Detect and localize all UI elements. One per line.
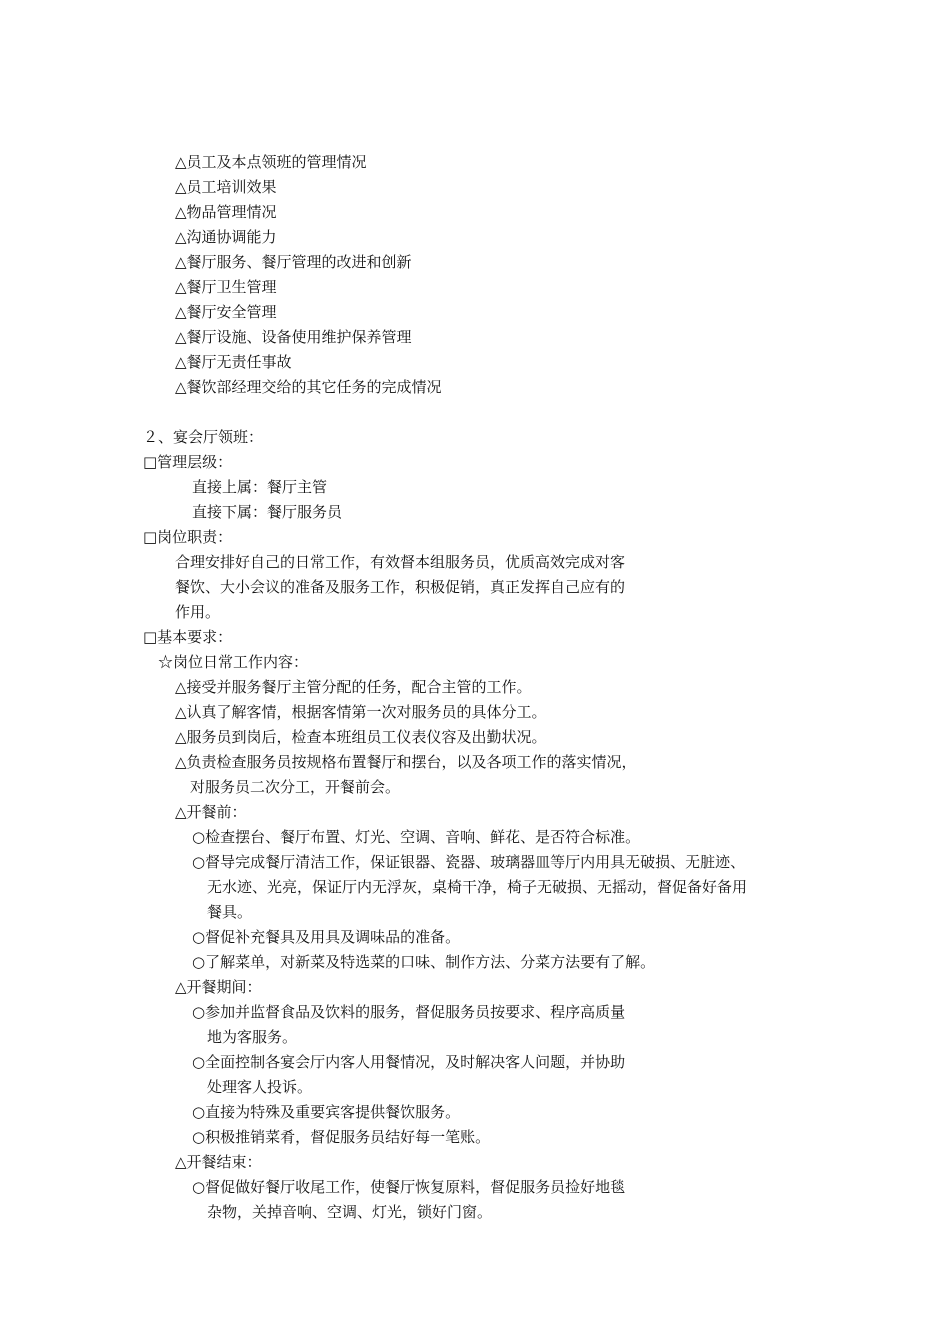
evaluation-item: △餐厅无责任事故 (175, 353, 292, 371)
before-service-item: ○督促补充餐具及用具及调味品的准备。 (192, 928, 461, 946)
end-service-item-cont: 杂物，关掉音响、空调、灯光，锁好门窗。 (207, 1203, 493, 1221)
evaluation-item: △沟通协调能力 (175, 228, 277, 246)
duty-line: 餐饮、大小会议的准备及服务工作，积极促销，真正发挥自己应有的 (175, 578, 626, 596)
during-service-item-cont: 处理客人投诉。 (207, 1078, 313, 1096)
requirements-title: □基本要求： (143, 628, 233, 646)
duty-title: □岗位职责： (143, 528, 233, 546)
during-service-item-cont: 地为客服务。 (207, 1028, 298, 1046)
daily-work-item: △负责检查服务员按规格布置餐厅和摆台，以及各项工作的落实情况， (175, 753, 637, 771)
before-service-title: △开餐前： (175, 803, 247, 821)
end-service-item: ○督促做好餐厅收尾工作，使餐厅恢复原料，督促服务员捡好地毯 (192, 1178, 626, 1196)
during-service-item: ○积极推销菜肴，督促服务员结好每一笔账。 (192, 1128, 491, 1146)
direct-superior: 直接上属：餐厅主管 (192, 478, 328, 496)
evaluation-item: △员工及本点领班的管理情况 (175, 153, 367, 171)
evaluation-item: △餐厅安全管理 (175, 303, 277, 321)
management-level-title: □管理层级： (143, 453, 233, 471)
during-service-item: ○直接为特殊及重要宾客提供餐饮服务。 (192, 1103, 461, 1121)
evaluation-item: △餐厅设施、设备使用维护保养管理 (175, 328, 412, 346)
daily-work-item: △接受并服务餐厅主管分配的任务，配合主管的工作。 (175, 678, 532, 696)
evaluation-item: △餐饮部经理交给的其它任务的完成情况 (175, 378, 442, 396)
end-service-title: △开餐结束： (175, 1153, 262, 1171)
daily-work-item-cont: 对服务员二次分工，开餐前会。 (190, 778, 401, 796)
duty-line: 合理安排好自己的日常工作，有效督本组服务员，优质高效完成对客 (175, 553, 626, 571)
before-service-item: ○了解菜单，对新菜及特选菜的口味、制作方法、分菜方法要有了解。 (192, 953, 656, 971)
daily-work-title: ☆岗位日常工作内容： (158, 653, 309, 671)
daily-work-item: △服务员到岗后，检查本班组员工仪表仪容及出勤状况。 (175, 728, 547, 746)
evaluation-item: △员工培训效果 (175, 178, 277, 196)
during-service-item: ○全面控制各宴会厅内客人用餐情况，及时解决客人问题，并协助 (192, 1053, 626, 1071)
section-heading: ２、宴会厅领班： (143, 428, 264, 446)
before-service-item: ○督导完成餐厅清洁工作，保证银器、瓷器、玻璃器皿等厅内用具无破损、无脏迹、 (192, 853, 746, 871)
direct-subordinate: 直接下属：餐厅服务员 (192, 503, 343, 521)
duty-line: 作用。 (175, 603, 221, 621)
evaluation-item: △餐厅服务、餐厅管理的改进和创新 (175, 253, 412, 271)
before-service-item-cont: 无水迹、光亮，保证厅内无浮灰，桌椅干净，椅子无破损、无摇动，督促备好备用 (207, 878, 748, 896)
evaluation-item: △物品管理情况 (175, 203, 277, 221)
before-service-item-cont: 餐具。 (207, 903, 253, 921)
daily-work-item: △认真了解客情，根据客情第一次对服务员的具体分工。 (175, 703, 547, 721)
before-service-item: ○检查摆台、餐厅布置、灯光、空调、音响、鲜花、是否符合标准。 (192, 828, 641, 846)
during-service-title: △开餐期间： (175, 978, 262, 996)
evaluation-item: △餐厅卫生管理 (175, 278, 277, 296)
during-service-item: ○参加并监督食品及饮料的服务，督促服务员按要求、程序高质量 (192, 1003, 626, 1021)
